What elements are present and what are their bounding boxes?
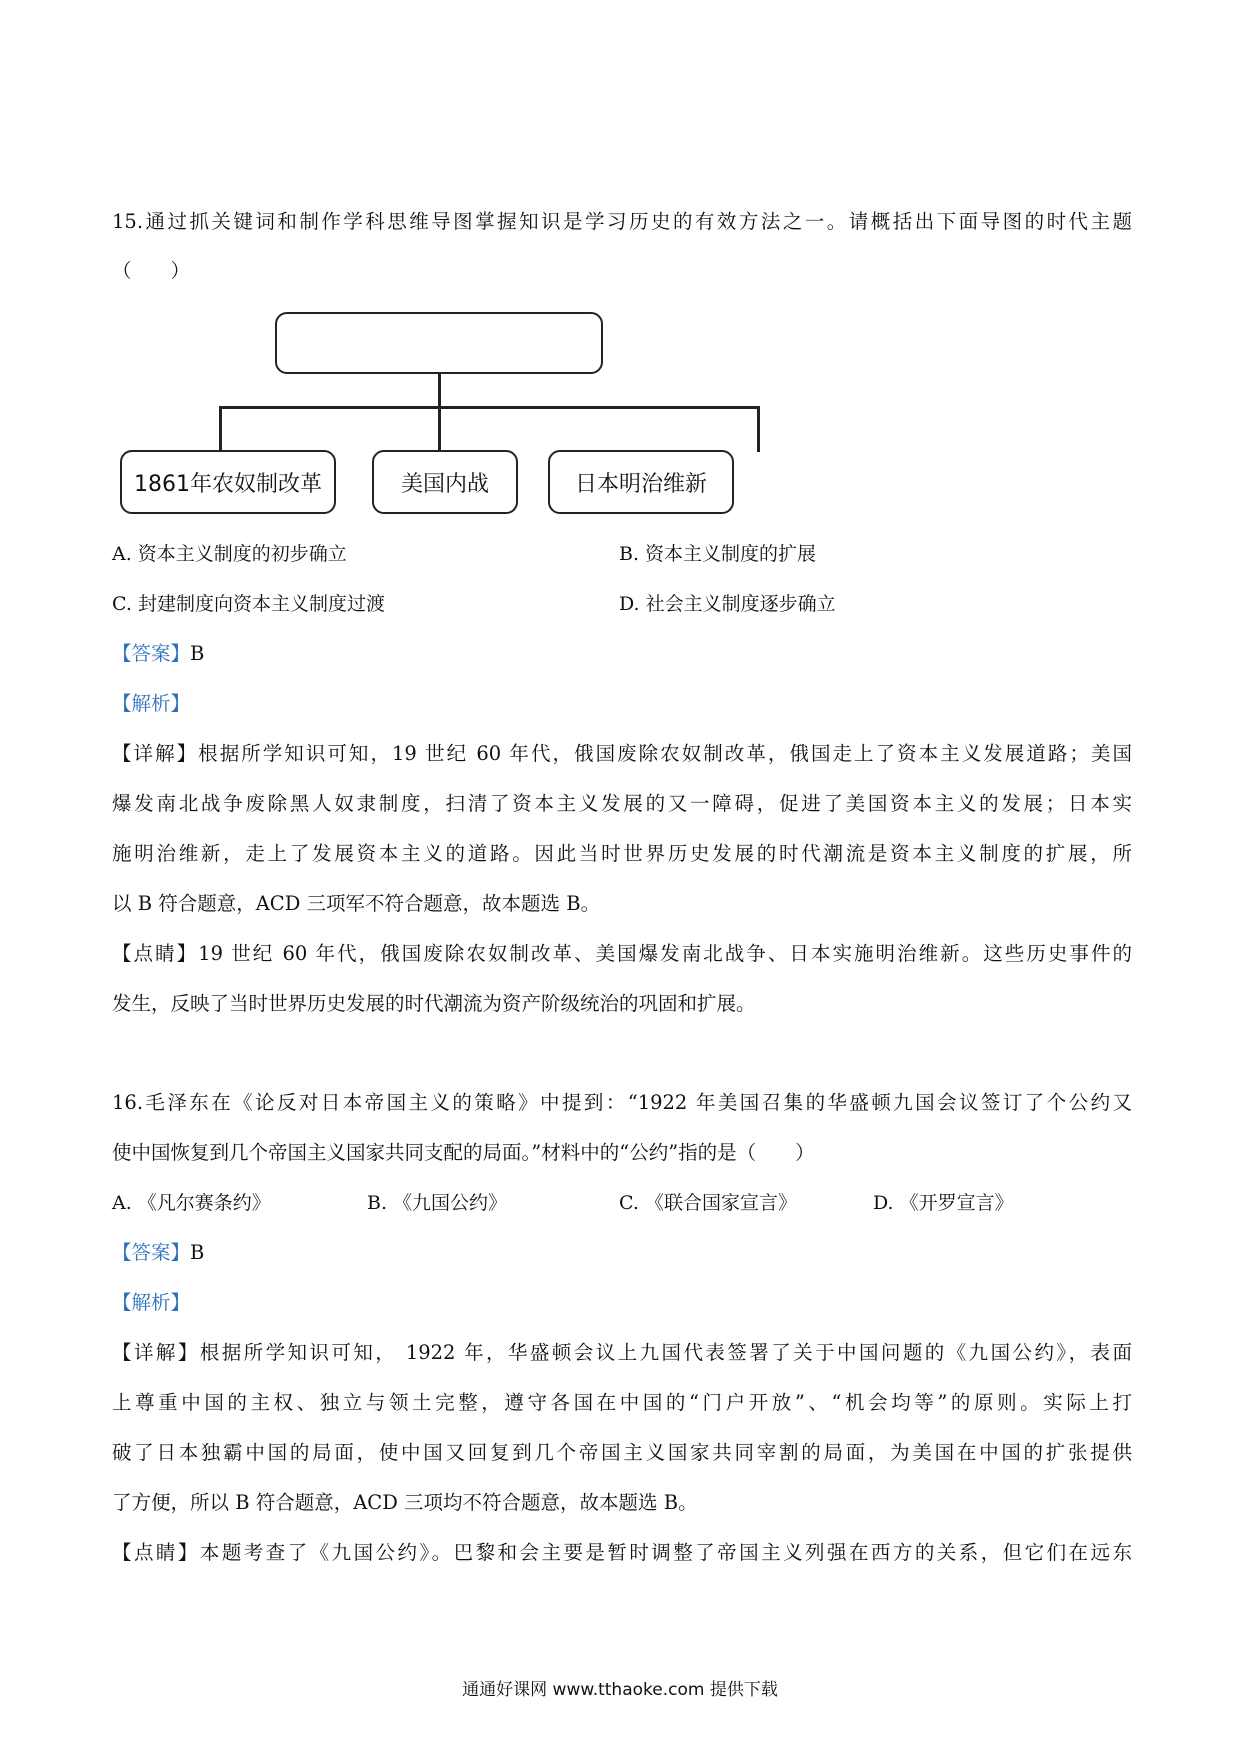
mind-map-connector: [757, 406, 760, 452]
point-text: 19 世纪 60 年代，俄国废除农奴制改革、美国爆发南北战争、日本实施明治维新。这些历史事件的: [198, 942, 1132, 965]
answer-tag: 【答案】: [112, 642, 191, 665]
q16-option-b: B. 《九国公约》: [367, 1192, 508, 1214]
q16-analysis-tag: 【解析】: [112, 1291, 191, 1314]
answer-value: B: [190, 1241, 205, 1264]
point-tag: 【点睛】: [112, 1541, 200, 1564]
q15-stem-line1: 15.通过抓关键词和制作学科思维导图掌握知识是学习历史的有效方法之一。请概括出下面导图的时代主题: [112, 210, 1132, 233]
q16-option-a: A. 《凡尔赛条约》: [112, 1192, 271, 1214]
answer-value: B: [190, 642, 205, 665]
q15-detail-line: 以 B 符合题意，ACD 三项军不符合题意，故本题选 B。: [112, 892, 601, 915]
q16-detail-line: 上尊重中国的主权、独立与领土完整，遵守各国在中国的“门户开放”、“机会均等”的原则。实际上打: [112, 1391, 1132, 1414]
mind-map-connector: [219, 406, 758, 409]
mind-map-child-box: 1861年农奴制改革: [120, 450, 336, 514]
q15-stem-line2: （ ）: [112, 259, 191, 282]
point-tag: 【点睛】: [112, 942, 199, 965]
q16-answer: [112, 1238, 204, 1268]
q15-detail-line: 爆发南北战争废除黑人奴隶制度，扫清了资本主义发展的又一障碍，促进了美国资本主义的发展；日本实: [112, 792, 1132, 815]
q15-option-d: D. 社会主义制度逐步确立: [619, 593, 836, 615]
q15-answer: [112, 639, 204, 669]
detail-tag: 【详解】: [112, 742, 199, 765]
q15-point-line: 发生，反映了当时世界历史发展的时代潮流为资产阶级统治的巩固和扩展。: [112, 992, 756, 1015]
point-text: 本题考查了《九国公约》。巴黎和会主要是暂时调整了帝国主义列强在西方的关系，但它们在远东: [199, 1541, 1132, 1564]
mind-map-top-box: [275, 312, 603, 374]
detail-text: 根据所学知识可知， 1922 年，华盛顿会议上九国代表签署了关于中国问题的《九国公约》，表面: [199, 1341, 1132, 1364]
q15-detail-line: [112, 739, 1132, 769]
q15-point-line: [112, 939, 1132, 969]
q15-option-a: A. 资本主义制度的初步确立: [112, 543, 347, 565]
q16-point-line: [112, 1538, 1132, 1568]
q15-option-c: C. 封建制度向资本主义制度过渡: [112, 593, 385, 615]
mind-map-child-box: 美国内战: [372, 450, 518, 514]
mind-map-connector: [438, 374, 441, 408]
q15-option-b: B. 资本主义制度的扩展: [619, 543, 817, 565]
page-footer: 通通好课网 www.tthaoke.com 提供下载: [462, 1680, 778, 1700]
q16-option-d: D. 《开罗宣言》: [873, 1192, 1014, 1214]
q15-mind-map: [112, 300, 752, 525]
detail-tag: 【详解】: [112, 1341, 200, 1364]
q16-detail-line: [112, 1338, 1132, 1368]
q16-stem-line2: 使中国恢复到几个帝国主义国家共同支配的局面。”材料中的“公约”指的是（ ）: [112, 1141, 815, 1164]
mind-map-connector: [219, 406, 222, 452]
mind-map-connector: [438, 406, 441, 452]
answer-tag: 【答案】: [112, 1241, 191, 1264]
q16-option-c: C. 《联合国家宣言》: [619, 1192, 797, 1214]
mind-map-child-box: 日本明治维新: [548, 450, 734, 514]
q15-analysis-tag: 【解析】: [112, 692, 191, 715]
q16-stem-line1: 16.毛泽东在《论反对日本帝国主义的策略》中提到：“1922 年美国召集的华盛顿九国会议签订了个公约又: [112, 1091, 1132, 1114]
q16-detail-line: 了方便，所以 B 符合题意，ACD 三项均不符合题意，故本题选 B。: [112, 1491, 698, 1514]
q16-detail-line: 破了日本独霸中国的局面，使中国又回复到几个帝国主义国家共同宰割的局面，为美国在中国的扩张提供: [112, 1441, 1132, 1464]
detail-text: 根据所学知识可知，19 世纪 60 年代，俄国废除农奴制改革，俄国走上了资本主义发展道路；美国: [198, 742, 1132, 765]
q15-detail-line: 施明治维新，走上了发展资本主义的道路。因此当时世界历史发展的时代潮流是资本主义制度的扩展，所: [112, 842, 1132, 865]
